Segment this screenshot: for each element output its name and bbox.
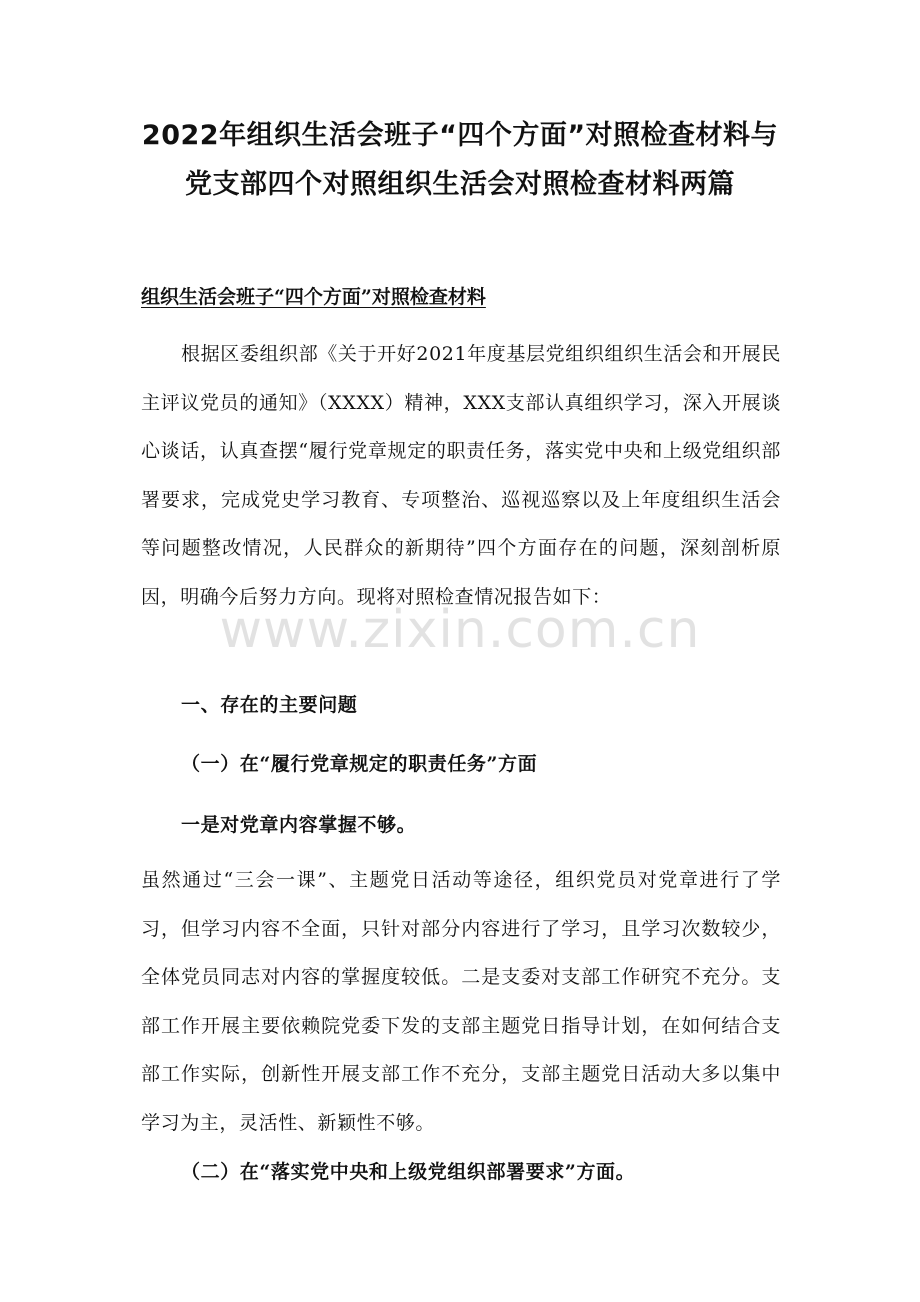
document-title-line-1: 2022年组织生活会班子“四个方面”对照检查材料与 <box>141 120 779 151</box>
intro-paragraph: 根据区委组织部《关于开好2021年度基层党组织组织生活会和开展民主评议党员的通知》（XXXX）精神，XXX支部认真组织学习，深入开展谈心谈话，认真查摆“履行党章规定的职责任务，落实党中央和上级党组织部署要求，完成党史学习教育、专项整治、巡视巡察以及上年度组织生活会等问题整改情况，人民群众的新期待”四个方面存在的问题，深刻剖析原因，明确今后努力方向。现将对照检查情况报告如下： <box>141 343 781 608</box>
section-title: 组织生活会班子“四个方面”对照检查材料 <box>141 286 486 308</box>
heading-subsection-2: （二）在“落实党中央和上级党组织部署要求”方面。 <box>181 1161 636 1183</box>
heading-main-problems: 一、存在的主要问题 <box>181 694 358 716</box>
body-paragraph: 虽然通过“三会一课”、主题党日活动等途径，组织党员对党章进行了学习，但学习内容不全面，只针对部分内容进行了学习，且学习次数较少，全体党员同志对内容的掌握度较低。二是支委对支部工作研究不充分。支部工作开展主要依赖院党委下发的支部主题党日指导计划，在如何结合支部工作实际，创新性开展支部工作不充分，支部主题党日活动大多以集中学习为主，灵活性、新颖性不够。 <box>141 869 781 1134</box>
heading-point-1: 一是对党章内容掌握不够。 <box>181 814 417 836</box>
heading-subsection-1: （一）在“履行党章规定的职责任务”方面 <box>181 753 538 775</box>
watermark: www.zixin.com.cn <box>219 600 701 660</box>
document-title-line-2: 党支部四个对照组织生活会对照检查材料两篇 <box>185 169 735 200</box>
